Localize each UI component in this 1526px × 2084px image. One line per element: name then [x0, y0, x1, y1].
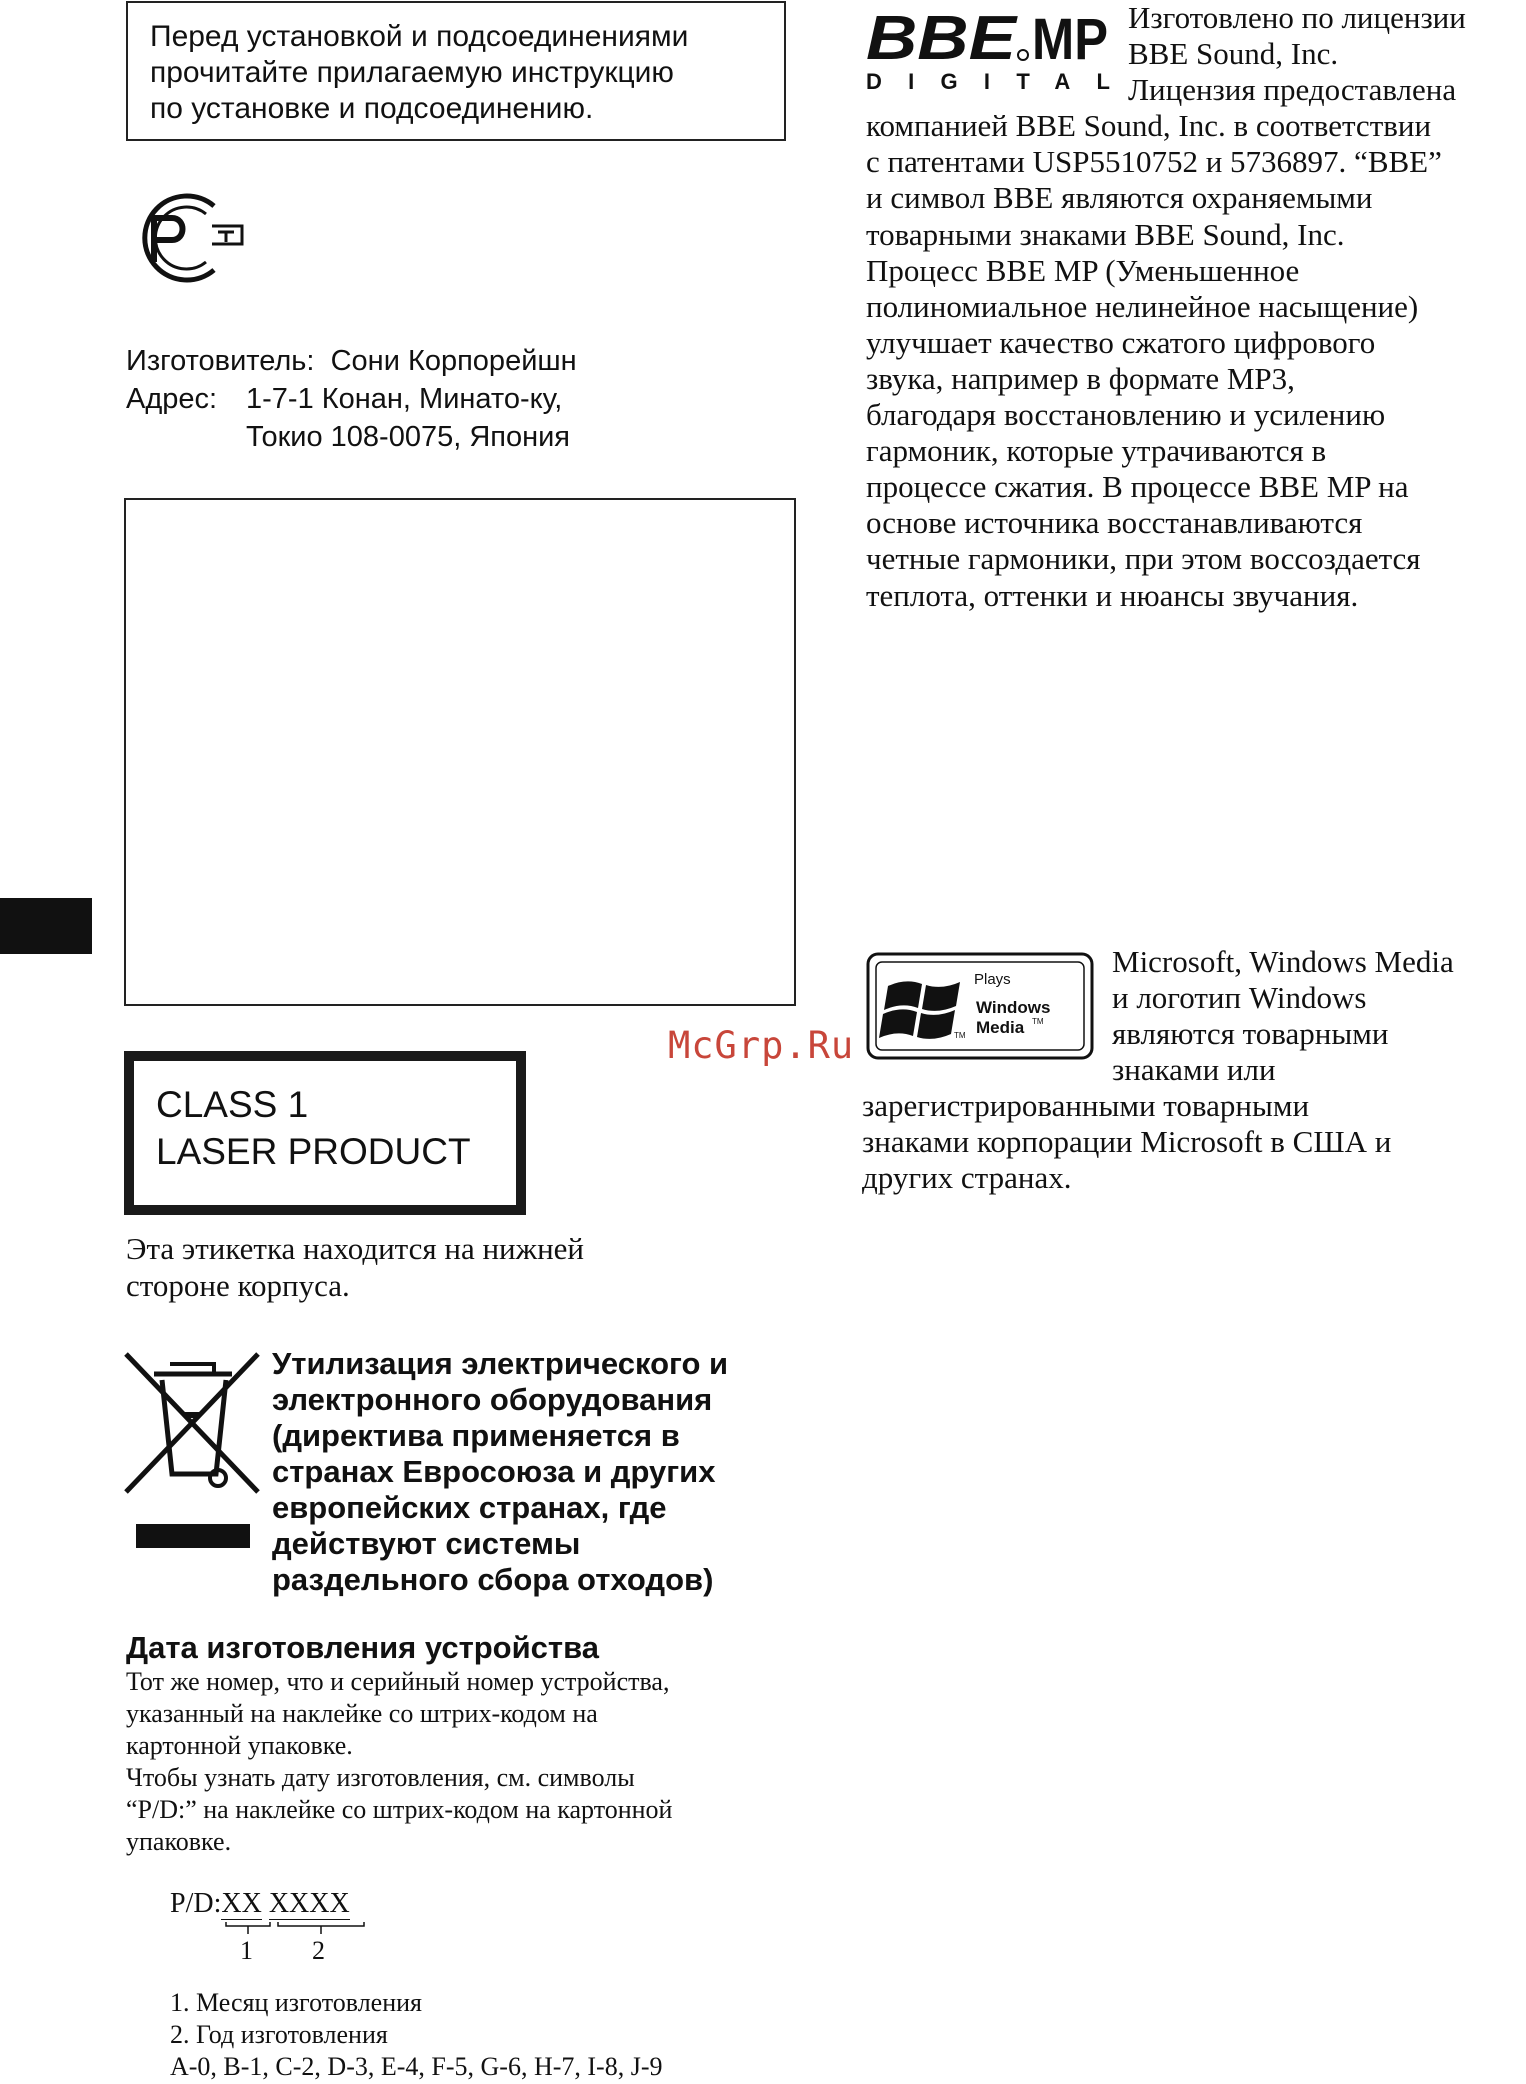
pd-bracket-marks [170, 1920, 370, 1934]
windows-text: Windows [976, 998, 1051, 1017]
address-line: Токио 108-0075, Япония [246, 421, 571, 453]
ms-line: и логотип Windows [1112, 980, 1367, 1015]
bbe-line: звука, например в формате MP3, [866, 360, 1295, 396]
bbe-line: четные гармоники, при этом воссоздается [866, 541, 1421, 577]
weee-disposal-heading [272, 1346, 812, 1598]
ms-line: зарегистрированными товарными [862, 1088, 1310, 1123]
bbe-line: с патентами USP5510752 и 5736897. “BBE” [866, 144, 1442, 180]
weee-line: раздельного сбора отходов) [272, 1562, 714, 1597]
label-note-line: Эта этикетка находится на нижней [126, 1231, 585, 1266]
weee-line: (директива применяется в [272, 1418, 680, 1453]
pd-legend [170, 1987, 663, 2083]
pct-certification-icon [126, 192, 246, 284]
bbe-line: BBE Sound, Inc. [1128, 36, 1339, 72]
pd-part-1: XX [221, 1888, 262, 1919]
bbe-line: процессе сжатия. В процессе BBE MP на [866, 469, 1409, 505]
weee-line: Утилизация электрического и [272, 1346, 729, 1381]
manufacturer-info [126, 342, 577, 456]
pd-index-1: 1 [240, 1936, 253, 1965]
crossed-bin-icon [124, 1350, 264, 1552]
bbe-line: гармоник, которые утрачиваются в [866, 433, 1327, 469]
digital-logo-text: DIGITAL [866, 69, 1110, 94]
page-side-tab [0, 898, 92, 954]
tm-mark: TM [954, 1031, 966, 1040]
notice-line: по установке и подсоединению. [150, 92, 594, 125]
weee-line: действуют системы [272, 1526, 581, 1561]
laser-class-label [124, 1051, 526, 1215]
body-line: Тот же номер, что и серийный номер устройства, [126, 1667, 670, 1696]
legend-line: 1. Месяц изготовления [170, 1988, 422, 2017]
bbe-line: товарными знаками BBE Sound, Inc. [866, 216, 1345, 252]
bbe-logo-text: BBE [866, 4, 1018, 73]
body-line: упаковке. [126, 1827, 232, 1856]
bbe-line: полиномиальное нелинейное насыщение) [866, 288, 1419, 324]
bbe-line: улучшает качество сжатого цифрового [866, 324, 1376, 360]
ms-line: знаками или [1112, 1052, 1276, 1087]
laser-label-line: LASER PRODUCT [156, 1131, 471, 1172]
legend-line: 2. Год изготовления [170, 2020, 388, 2049]
bbe-line: Процесс BBE MP (Уменьшенное [866, 252, 1300, 288]
bbe-line: и символ BBE являются охраняемыми [866, 180, 1373, 216]
weee-line: электронного оборудования [272, 1382, 713, 1417]
label-note-line: стороне корпуса. [126, 1268, 350, 1303]
manufacture-date-body [126, 1666, 826, 1858]
label-location-note [126, 1230, 806, 1304]
bbe-line: теплота, оттенки и нюансы звучания. [866, 577, 1359, 613]
bbe-line: основе источника восстанавливаются [866, 505, 1363, 541]
blank-frame [124, 498, 796, 1006]
notice-line: Перед установкой и подсоединениями [150, 20, 689, 53]
ms-line: знаками корпорации Microsoft в США и [862, 1124, 1392, 1159]
bbe-license-text [866, 0, 1526, 614]
site-watermark: McGrp.Ru [668, 1024, 855, 1067]
install-notice-box [126, 1, 786, 141]
body-line: “P/D:” на наклейке со штрих-кодом на картонной [126, 1795, 673, 1824]
microsoft-trademark-text [862, 944, 1522, 1196]
body-line: Чтобы узнать дату изготовления, см. символы [126, 1763, 635, 1792]
address-line: 1-7-1 Конан, Минато-ку, [246, 383, 563, 415]
media-text: Media [976, 1018, 1025, 1037]
mp-logo-text: MP [1032, 7, 1108, 72]
address-label: Адрес: [126, 383, 218, 415]
plays-text: Plays [974, 971, 1011, 988]
legend-line: A-0, B-1, C-2, D-3, E-4, F-5, G-6, H-7, I-8, J-9 [170, 2052, 663, 2081]
body-line: указанный на наклейке со штрих-кодом на [126, 1699, 598, 1728]
bbe-line: Изготовлено по лицензии [1128, 0, 1466, 35]
notice-line: прочитайте прилагаемую инструкцию [150, 56, 674, 89]
ms-line: являются товарными [1112, 1016, 1389, 1051]
laser-label-line: CLASS 1 [156, 1084, 309, 1125]
ms-line: других странах. [862, 1160, 1072, 1195]
maker-value: Сони Корпорейшн [330, 345, 577, 377]
pd-part-2: XXXX [268, 1888, 350, 1919]
maker-label: Изготовитель: [126, 345, 315, 377]
manufacture-date-heading: Дата изготовления устройства [126, 1630, 599, 1665]
bbe-line: Лицензия предоставлена [1128, 72, 1457, 108]
pd-prefix: P/D: [170, 1888, 222, 1919]
body-line: картонной упаковке. [126, 1731, 353, 1760]
weee-line: странах Евросоюза и других [272, 1454, 716, 1489]
tm-mark: TM [1032, 1017, 1044, 1026]
bbe-line: компанией BBE Sound, Inc. в соответствии [866, 108, 1432, 144]
ms-line: Microsoft, Windows Media [1112, 944, 1454, 979]
bbe-line: благодаря восстановлению и усилению [866, 397, 1386, 433]
pd-code [170, 1888, 350, 1920]
pd-index-2: 2 [312, 1936, 325, 1965]
weee-line: европейских странах, где [272, 1490, 667, 1525]
